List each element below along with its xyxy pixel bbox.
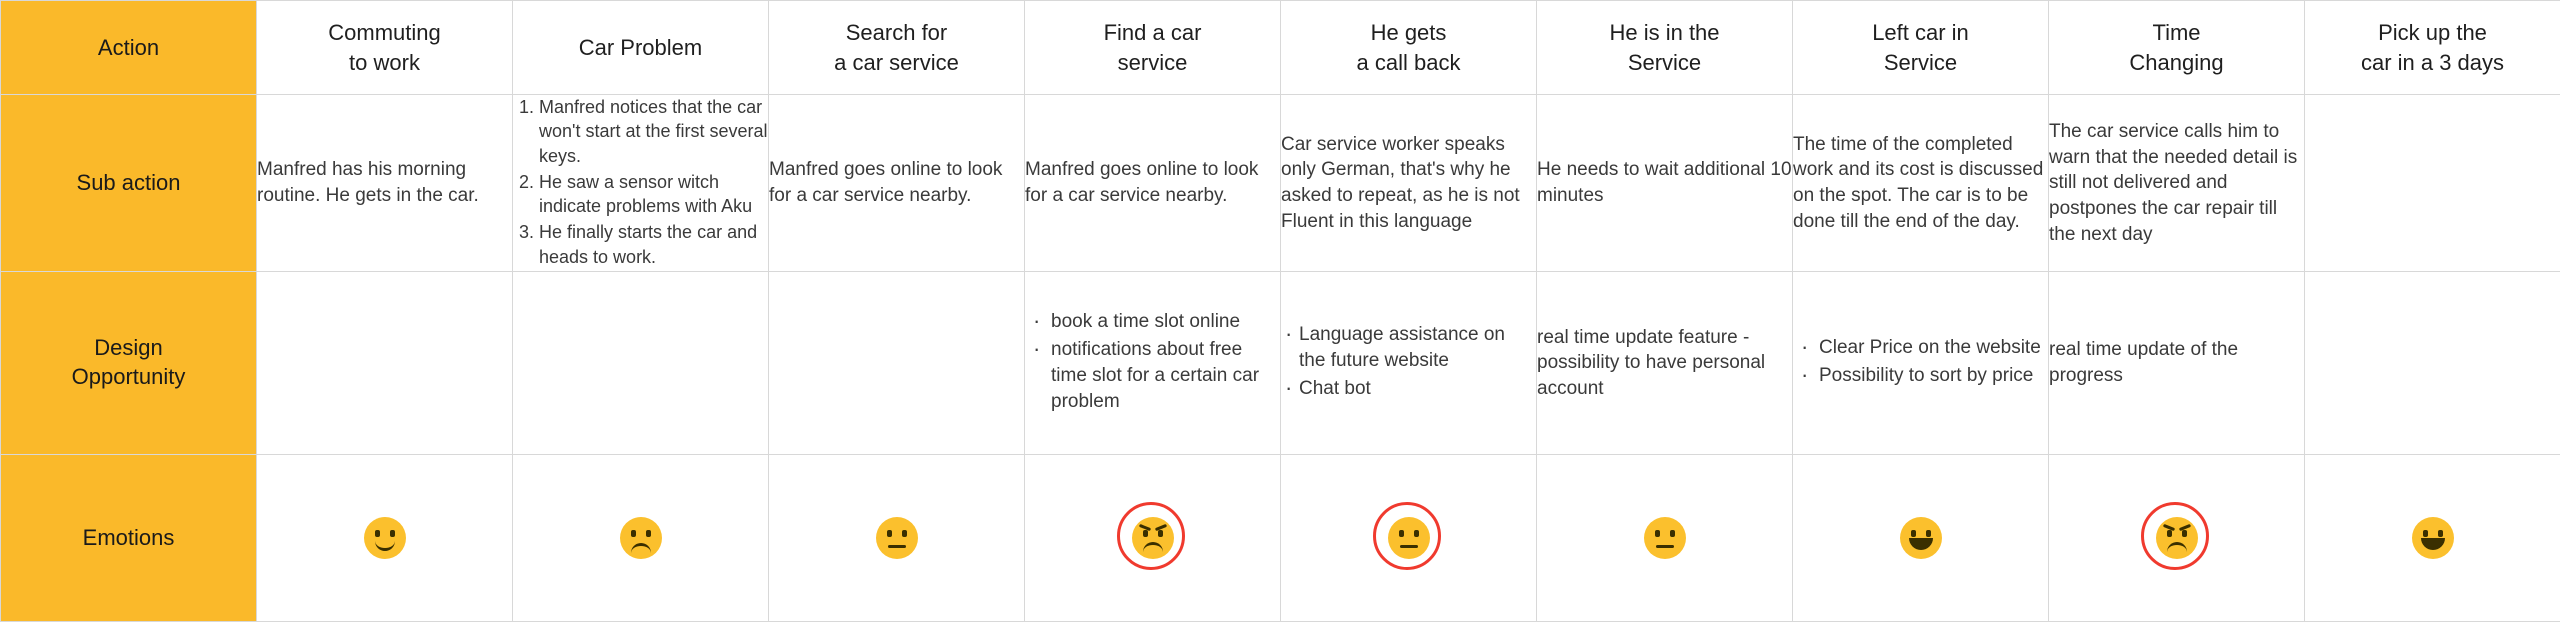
emotion-cell-3 (1025, 455, 1281, 622)
sub-action-cell-4 (1281, 95, 1537, 272)
action-line2-0: to work (257, 48, 512, 77)
eye-right (646, 530, 651, 537)
mouth-big-smile (2421, 538, 2445, 550)
emotion-cell-8 (2305, 455, 2560, 622)
design-bullet-item: · Possibility to sort by price (1793, 363, 2048, 389)
action-line2-8: car in a 3 days (2305, 48, 2560, 77)
action-line2-2: a car service (769, 48, 1024, 77)
sub-action-cell-7 (2049, 95, 2305, 272)
eye-left (1143, 530, 1148, 537)
emotion-cell-4 (1281, 455, 1537, 622)
emotion-neutral-icon (1629, 502, 1701, 574)
mouth-big-smile (1909, 538, 1933, 550)
sub-action-text-0: Manfred has his morning routine. He gets in the car. (257, 157, 512, 208)
action-line1-2: Search for (769, 18, 1024, 47)
row-label-sub-action-text: Sub action (77, 170, 181, 195)
design-text-7: real time update of the progress (2049, 337, 2304, 388)
face-shape (2156, 517, 2198, 559)
eye-left (887, 530, 892, 537)
mouth-flat (1400, 545, 1418, 548)
emotion-cell-7 (2049, 455, 2305, 622)
row-label-action (1, 1, 257, 95)
face-shape (2412, 517, 2454, 559)
emotion-frown-icon (605, 502, 677, 574)
face-shape (1900, 517, 1942, 559)
action-line1-0: Commuting (257, 18, 512, 47)
action-line1-5: He is in the (1537, 18, 1792, 47)
row-label-design-line2: Opportunity (1, 363, 256, 392)
action-cell-4 (1281, 1, 1537, 95)
action-cell-0 (257, 1, 513, 95)
face-shape (620, 517, 662, 559)
design-cell-0 (257, 272, 513, 455)
eye-left (1655, 530, 1660, 537)
emotion-cell-0 (257, 455, 513, 622)
action-cell-5 (1537, 1, 1793, 95)
emotion-smile-icon (1885, 502, 1957, 574)
sub-action-cell-5 (1537, 95, 1793, 272)
eye-right (2438, 530, 2443, 537)
sub-action-text-5: He needs to wait additional 10 minutes (1537, 157, 1792, 208)
row-label-design-opportunity (1, 272, 257, 455)
action-line1-6: Left car in (1793, 18, 2048, 47)
row-design-opportunity (1, 272, 2560, 455)
sub-action-cell-6 (1793, 95, 2049, 272)
sub-action-text-3: Manfred goes online to look for a car service nearby. (1025, 157, 1280, 208)
sub-action-cell-2 (769, 95, 1025, 272)
eye-left (375, 530, 380, 537)
action-line1-7: Time (2049, 18, 2304, 47)
design-cell-4 (1281, 272, 1537, 455)
sub-action-list-item: 3. He finally starts the car and heads to work. (539, 220, 768, 269)
design-bullets-6 (1793, 335, 2048, 389)
eye-right (1414, 530, 1419, 537)
sub-action-cell-8 (2305, 95, 2560, 272)
emotion-slight-smile-icon (349, 502, 421, 574)
sub-action-list-item: 1. Manfred notices that the car won't start at the first several keys. (539, 95, 768, 168)
sub-action-list-1 (513, 95, 768, 269)
action-cell-6 (1793, 1, 2049, 95)
design-text-5: real time update feature - possibility to have personal account (1537, 325, 1792, 402)
action-cell-1 (513, 1, 769, 95)
row-emotions (1, 455, 2560, 622)
eye-left (2423, 530, 2428, 537)
eye-right (902, 530, 907, 537)
action-cell-2 (769, 1, 1025, 95)
action-line1-8: Pick up the (2305, 18, 2560, 47)
row-label-emotions-text: Emotions (83, 525, 175, 550)
design-bullet-item: · notifications about free time slot for a certain car problem (1025, 337, 1280, 416)
emotion-smile-icon (2397, 502, 2469, 574)
row-label-emotions (1, 455, 257, 622)
face-shape (364, 517, 406, 559)
design-cell-5 (1537, 272, 1793, 455)
action-line2-7: Changing (2049, 48, 2304, 77)
design-bullet-item: · book a time slot online (1025, 309, 1280, 335)
mouth-flat (1656, 545, 1674, 548)
emotion-neutral-icon (861, 502, 933, 574)
design-cell-6 (1793, 272, 2049, 455)
eye-left (2167, 530, 2172, 537)
emotion-cell-1 (513, 455, 769, 622)
face-shape (876, 517, 918, 559)
eye-right (1670, 530, 1675, 537)
emotion-cell-2 (769, 455, 1025, 622)
eye-right (1926, 530, 1931, 537)
design-cell-2 (769, 272, 1025, 455)
sub-action-cell-0 (257, 95, 513, 272)
emotion-neutral-icon-highlighted (1373, 502, 1445, 574)
sub-action-text-6: The time of the completed work and its cost is discussed on the spot. The car is to be done till the end of the day. (1793, 132, 2048, 235)
action-line2-3: service (1025, 48, 1280, 77)
design-cell-8 (2305, 272, 2560, 455)
design-bullets-4 (1281, 322, 1536, 403)
row-action (1, 1, 2560, 95)
sub-action-list-item: 2. He saw a sensor witch indicate problems with Aku (539, 170, 768, 219)
eye-left (1911, 530, 1916, 537)
design-cell-3 (1025, 272, 1281, 455)
action-cell-7 (2049, 1, 2305, 95)
sub-action-cell-3 (1025, 95, 1281, 272)
sub-action-text-2: Manfred goes online to look for a car service nearby. (769, 157, 1024, 208)
action-line2-4: a call back (1281, 48, 1536, 77)
emotion-angry-icon-highlighted (2141, 502, 2213, 574)
emotion-cell-5 (1537, 455, 1793, 622)
mouth-angry (2167, 542, 2187, 554)
eye-left (631, 530, 636, 537)
design-cell-7 (2049, 272, 2305, 455)
action-line2-6: Service (1793, 48, 2048, 77)
row-label-design-line1: Design (1, 334, 256, 363)
eye-right (1158, 530, 1163, 537)
action-cell-8 (2305, 1, 2560, 95)
face-shape (1644, 517, 1686, 559)
action-line1-4: He gets (1281, 18, 1536, 47)
face-shape (1132, 517, 1174, 559)
design-bullet-item: · Chat bot (1281, 376, 1536, 402)
design-bullets-3 (1025, 309, 1280, 416)
face-shape (1388, 517, 1430, 559)
mouth-flat (888, 545, 906, 548)
row-label-action-text: Action (98, 35, 159, 60)
row-sub-action (1, 95, 2560, 272)
eye-right (390, 530, 395, 537)
sub-action-text-4: Car service worker speaks only German, that's why he asked to repeat, as he is not Fluent in this language (1281, 132, 1536, 235)
design-bullet-item: · Language assistance on the future website (1281, 322, 1536, 374)
action-line1-1: Car Problem (513, 33, 768, 62)
mouth-smile (375, 537, 395, 551)
sub-action-text-7: The car service calls him to warn that the needed detail is still not delivered and postpones the car repair till the next day (2049, 119, 2304, 247)
action-cell-3 (1025, 1, 1281, 95)
eye-left (1399, 530, 1404, 537)
eye-right (2182, 530, 2187, 537)
sub-action-cell-1 (513, 95, 769, 272)
action-line1-3: Find a car (1025, 18, 1280, 47)
design-cell-1 (513, 272, 769, 455)
action-line2-5: Service (1537, 48, 1792, 77)
emotion-angry-icon-highlighted (1117, 502, 1189, 574)
emotion-cell-6 (1793, 455, 2049, 622)
mouth-frown (631, 543, 651, 556)
row-label-sub-action (1, 95, 257, 272)
design-bullet-item: · Clear Price on the website (1793, 335, 2048, 361)
mouth-angry (1143, 542, 1163, 554)
